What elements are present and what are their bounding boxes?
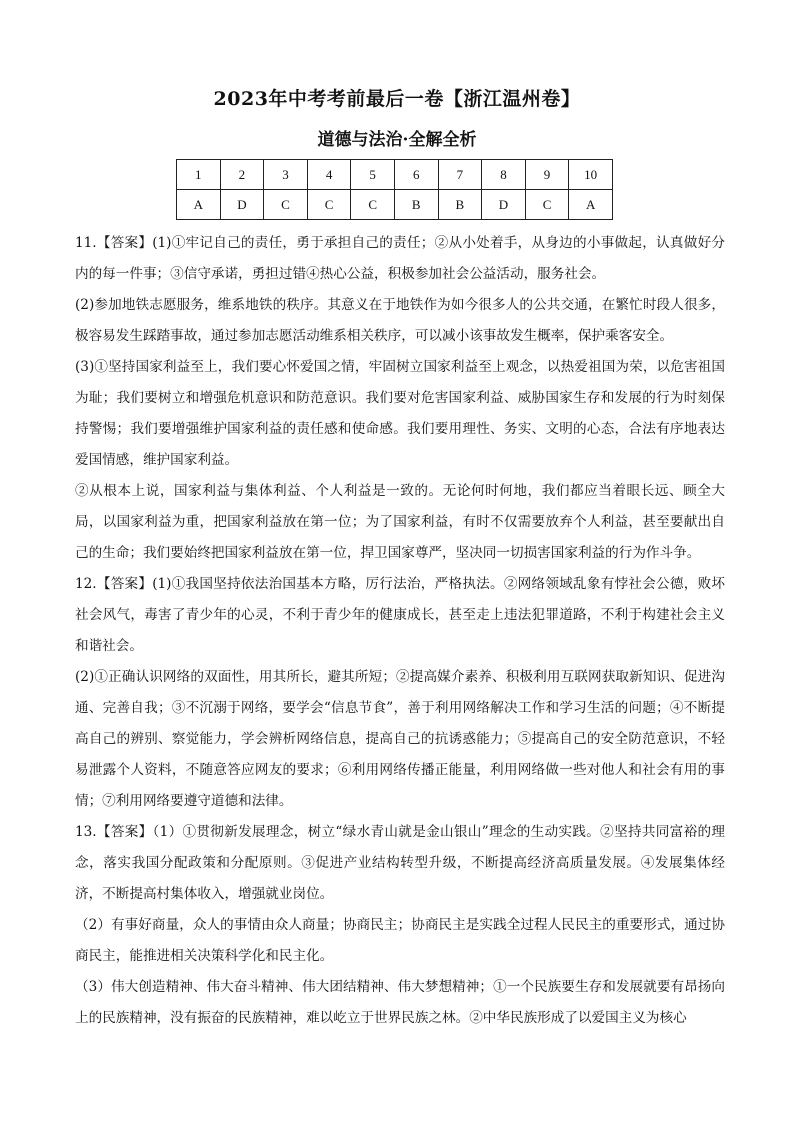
document-title: 2023年中考考前最后一卷【浙江温州卷】	[213, 88, 581, 110]
answer-body	[75, 228, 725, 1034]
question-number-cell: 1	[177, 160, 221, 190]
q11-answer-part3: (3)①坚持国家利益至上，我们要心怀爱国之情，牢固树立国家利益至上观念，以热爱祖国为荣，以危害祖国为耻；我们要树立和增强危机意识和防范意识。我们要对危害国家利益、威胁国家生存和发展的行为时刻保持警惕；我们要增强维护国家利益的责任感和使命感。我们要用理性、务实、文明的心态，合法有序地表达爱国情感，维护国家利益。	[75, 359, 725, 468]
answer-cell: B	[438, 190, 482, 220]
answer-table	[176, 159, 613, 220]
q11-answer-part3-point2: ②从根本上说，国家利益与集体利益、个人利益是一致的。无论何时何地，我们都应当着眼长远、顾全大局，以国家利益为重，把国家利益放在第一位；为了国家利益，有时不仅需要放弃个人利益，甚至要献出自己的生命；我们要始终把国家利益放在第一位，捍卫国家尊严，坚决同一切损害国家利益的行为作斗争。	[75, 483, 725, 561]
question-number-cell: 5	[351, 160, 395, 190]
answer-cell: D	[482, 190, 526, 220]
answer-cell: A	[569, 190, 613, 220]
question-number-cell: 7	[438, 160, 482, 190]
document-subtitle: 道德与法治·全解全析	[317, 130, 477, 150]
q13-answer-part2: （2）有事好商量，众人的事情由众人商量；协商民主；协商民主是实践全过程人民民主的重要形式，通过协商民主，能推进相关决策科学化和民主化。	[75, 917, 725, 964]
q13-answer-part1: 13.【答案】（1）①贯彻新发展理念，树立“绿水青山就是金山银山”理念的生动实践。②坚持共同富裕的理念，落实我国分配政策和分配原则。③促进产业结构转型升级，不断提高经济高质量发展。④发展集体经济，不断提高村集体收入，增强就业岗位。	[75, 824, 725, 902]
question-number-cell: 10	[569, 160, 613, 190]
answer-table-answer-row	[177, 190, 613, 220]
q13-answer-part3: （3）伟大创造精神、伟大奋斗精神、伟大团结精神、伟大梦想精神；①一个民族要生存和发展就要有昂扬向上的民族精神，没有振奋的民族精神，难以屹立于世界民族之林。②中华民族形成了以爱国主义为核心	[75, 979, 725, 1026]
question-number-cell: 3	[264, 160, 308, 190]
answer-cell: C	[351, 190, 395, 220]
answer-cell: D	[220, 190, 264, 220]
answer-cell: A	[177, 190, 221, 220]
q12-answer-part2: (2)①正确认识网络的双面性，用其所长，避其所短；②提高媒介素养、积极利用互联网获取新知识、促进沟通、完善自我；③不沉溺于网络，要学会“信息节食”，善于利用网络解决工作和学习生活的问题；④不断提高自己的辨别、察觉能力，学会辨析网络信息，提高自己的抗诱惑能力；⑤提高自己的安全防范意识，不轻易泄露个人资料，不随意答应网友的要求；⑥利用网络传播正能量，利用网络做一些对他人和社会有用的事情；⑦利用网络要遵守道德和法律。	[75, 669, 725, 809]
question-number-cell: 8	[482, 160, 526, 190]
answer-cell: B	[394, 190, 438, 220]
answer-cell: C	[525, 190, 569, 220]
q11-answer-part2: (2)参加地铁志愿服务，维系地铁的秩序。其意义在于地铁作为如今很多人的公共交通，在繁忙时段人很多，极容易发生踩踏事故，通过参加志愿活动维系相关秩序，可以减小该事故发生概率，保护乘客安全。	[75, 297, 725, 344]
answer-cell: C	[264, 190, 308, 220]
q12-answer-part1: 12.【答案】(1)①我国坚持依法治国基本方略，厉行法治，严格执法。②网络领域乱象有悖社会公德，败坏社会风气，毒害了青少年的心灵，不利于青少年的健康成长，甚至走上违法犯罪道路，不利于构建社会主义和谐社会。	[75, 576, 725, 654]
question-number-cell: 6	[394, 160, 438, 190]
question-number-cell: 9	[525, 160, 569, 190]
answer-cell: C	[307, 190, 351, 220]
answer-table-number-row	[177, 160, 613, 190]
q11-answer-part1: 11.【答案】(1)①牢记自己的责任，勇于承担自己的责任；②从小处着手，从身边的小事做起，认真做好分内的每一件事；③信守承诺，勇担过错④热心公益，积极参加社会公益活动，服务社会。	[75, 235, 725, 282]
question-number-cell: 4	[307, 160, 351, 190]
question-number-cell: 2	[220, 160, 264, 190]
